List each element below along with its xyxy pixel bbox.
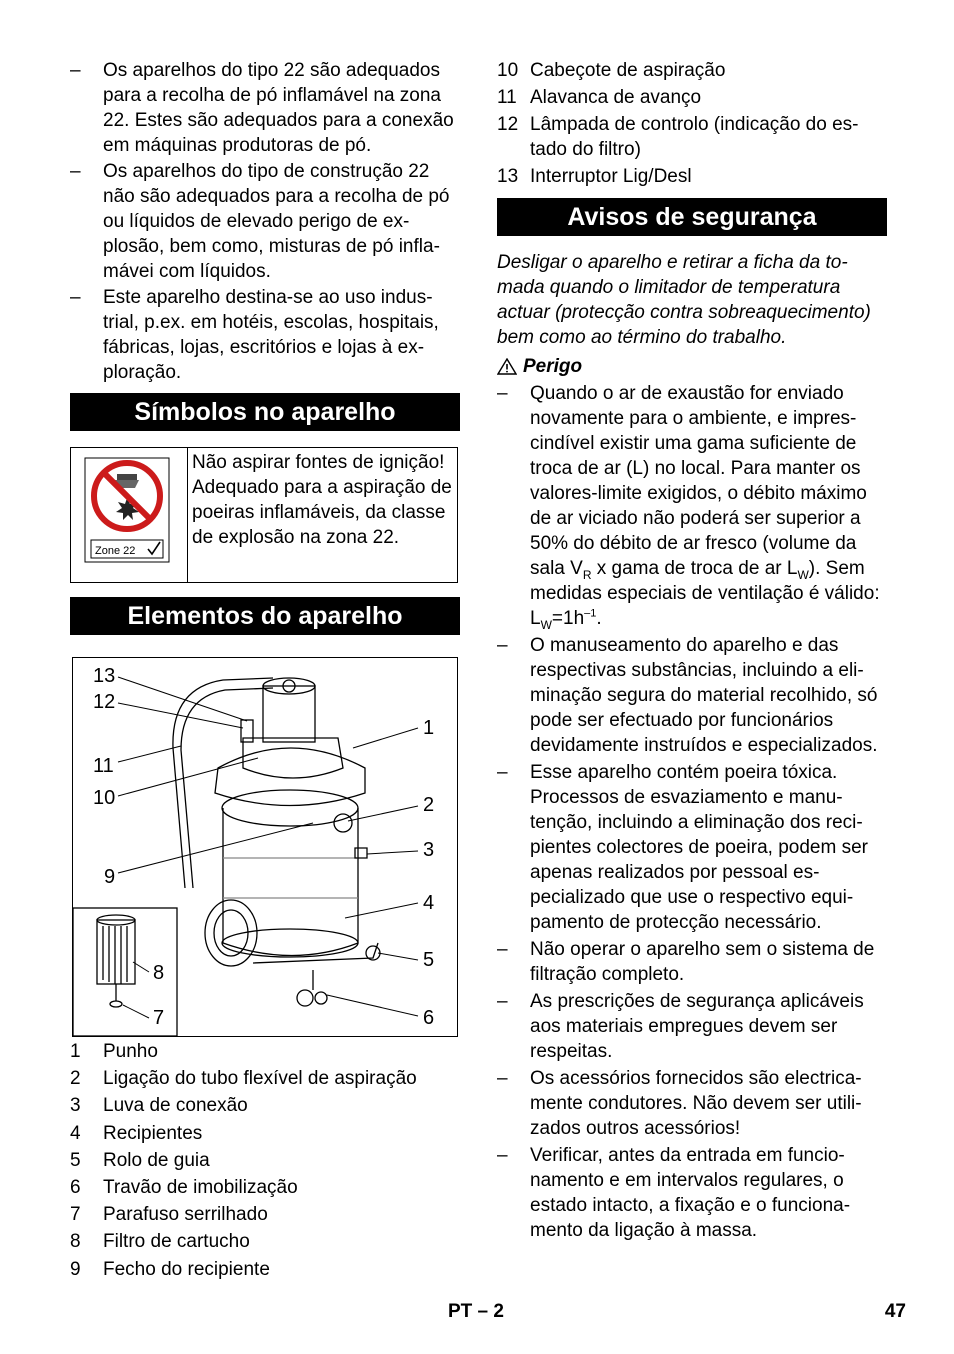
- list-item: 8 Filtro de cartucho: [70, 1231, 250, 1253]
- list-item: 2 Ligação do tubo flexível de aspiração: [70, 1068, 417, 1090]
- list-item: – Os aparelhos do tipo 22 são adequados para a recolha de pó inflamável na zona 22. Estes são adequados para a conexão em máquinas produtoras de pó.: [70, 60, 454, 156]
- zone-icon-label: Zone 22: [95, 545, 136, 557]
- no-ignition-zone22-icon: [71, 448, 187, 575]
- list-item: – Os aparelhos do tipo de construção 22 não são adequados para a recolha de pó ou líquidos de elevado perigo de explosão, bem como, misturas de pó inflamávei com líquidos.: [70, 161, 450, 282]
- warning-triangle-icon: [497, 358, 517, 375]
- intro-list: [70, 58, 460, 385]
- callout-12: 12: [93, 691, 116, 713]
- callout-4: 4: [423, 892, 435, 914]
- list-item: – Esse aparelho contém poeira tóxica. Processos de esvaziamento e manutenção, incluindo a eliminação dos recipientes colectores de poeira, podem ser apenas realizados por pessoal especializado que use o respectivo equipamento de protecção necessário.: [497, 761, 868, 933]
- list-item: 11 Alavanca de avanço: [497, 87, 702, 109]
- list-item: – As prescrições de segurança aplicáveis aos materiais empregues devem ser respeitas.: [497, 990, 864, 1062]
- list-item: 7 Parafuso serrilhado: [70, 1204, 268, 1226]
- safety-list: [497, 381, 887, 1243]
- left-column: [70, 58, 460, 1284]
- list-item: 13 Interruptor Lig/Desl: [497, 166, 692, 188]
- callout-5: 5: [423, 949, 435, 971]
- symbol-table: [70, 447, 458, 583]
- list-item: – Este aparelho destina-se ao uso industrial, p.ex. em hotéis, escolas, hospitais, fábricas, lojas, escritórios e lojas à exploração.: [70, 287, 439, 383]
- symbol-description: Não aspirar fontes de ignição! Adequado para a aspiração de poeiras inflamáveis, da classe de explosão na zona 22.: [188, 448, 458, 583]
- callout-8: 8: [153, 962, 165, 984]
- symbol-icon-cell: [71, 448, 188, 583]
- callout-9: 9: [104, 866, 116, 888]
- callout-11: 11: [93, 755, 114, 777]
- elements-heading: Elementos do aparelho: [70, 597, 460, 635]
- list-item: – Os acessórios fornecidos são electricamente condutores. Não devem ser utilizados outros acessórios!: [497, 1067, 862, 1139]
- callout-13: 13: [93, 665, 116, 687]
- parts-list: [70, 1039, 460, 1284]
- list-item: 9 Fecho do recipiente: [70, 1258, 270, 1280]
- right-column: [497, 58, 887, 1245]
- vacuum-cleaner-illustration: [73, 658, 457, 1036]
- list-item: – Quando o ar de exaustão for enviado novamente para o ambiente, e imprescindível existir uma gama suficiente de troca de ar (L) no local. Para manter os valores-limite exigidos, o débito máximo de ar viciado não poderá ser superior a 50% do débito de ar fresco (volume da sala $V_R$ x gama de troca de ar $L_W$). Sem medidas especiais de ventilação é válido: $L_W=1h^{-1}$.: [497, 382, 880, 632]
- list-item: 5 Rolo de guia: [70, 1149, 210, 1171]
- list-item: 12 Lâmpada de controlo (indicação do estado do filtro): [497, 114, 859, 161]
- list-item: 4 Recipientes: [70, 1122, 203, 1144]
- list-item: – O manuseamento do aparelho e das respectivas substâncias, incluindo a eliminação segura do material recolhido, só pode ser efectuado por funcionários devidamente instruídos e especializados.: [497, 634, 878, 756]
- list-item: 3 Luva de conexão: [70, 1095, 248, 1117]
- list-item: 10 Cabeçote de aspiração: [497, 60, 726, 81]
- callout-1: 1: [423, 717, 435, 739]
- callout-3: 3: [423, 839, 435, 861]
- danger-label: Perigo: [497, 354, 887, 379]
- page-number: 47: [884, 1301, 906, 1322]
- callout-10: 10: [93, 787, 116, 809]
- callout-7: 7: [153, 1007, 165, 1029]
- list-item: 1 Punho: [70, 1041, 158, 1062]
- symbols-heading: Símbolos no aparelho: [70, 393, 460, 431]
- parts-list-continued: [497, 58, 887, 192]
- safety-heading: Avisos de segurança: [497, 198, 887, 236]
- footer-section-label: PT – 2: [448, 1301, 504, 1322]
- safety-intro: Desligar o aparelho e retirar a ficha da tomada quando o limitador de temperatura actuar (protecção contra sobreaquecimento) bem como ao término do trabalho.: [497, 251, 871, 348]
- appliance-figure: [72, 657, 458, 1037]
- list-item: – Verificar, antes da entrada em funcionamento e em intervalos regulares, o estado intacto, a fixação e o funcionamento da ligação à massa.: [497, 1144, 851, 1241]
- list-item: 6 Travão de imobilização: [70, 1176, 298, 1198]
- list-item: – Não operar o aparelho sem o sistema de filtração completo.: [497, 938, 875, 985]
- callout-2: 2: [423, 794, 435, 816]
- callout-6: 6: [423, 1007, 435, 1029]
